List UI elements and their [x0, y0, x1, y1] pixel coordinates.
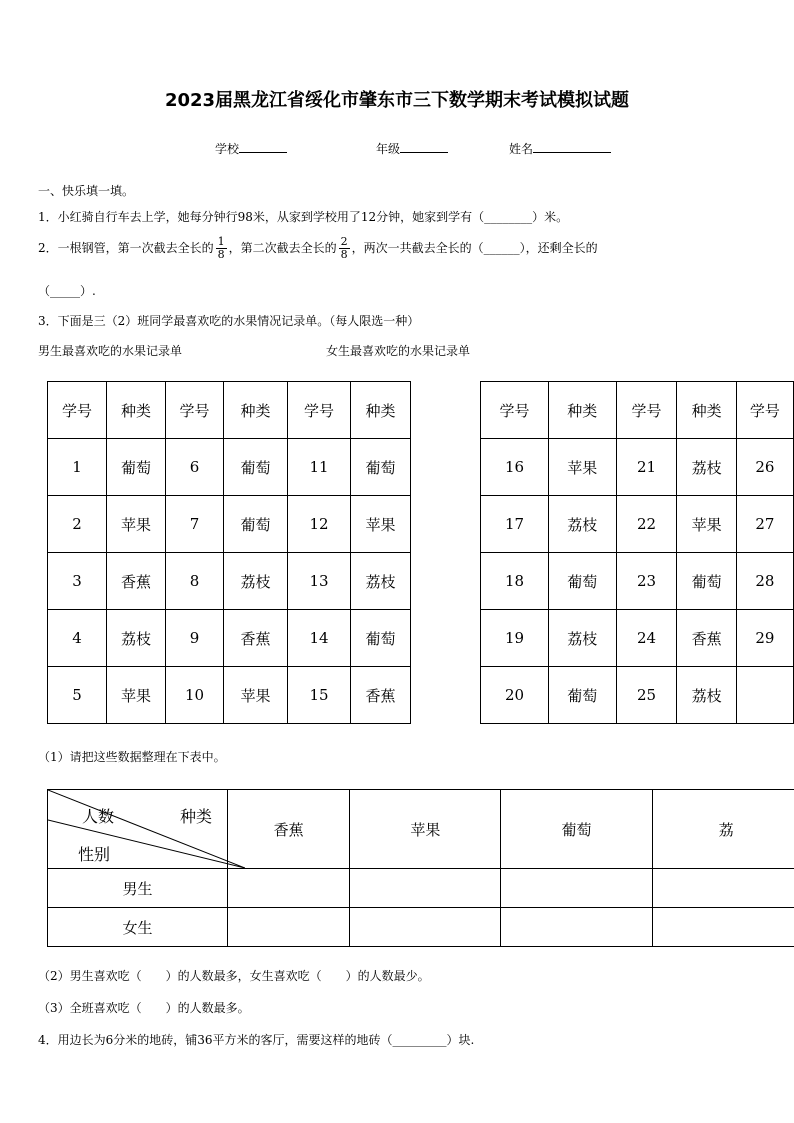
table-row	[481, 496, 794, 553]
table-cell: 13	[288, 553, 351, 610]
row-label: 男生	[48, 869, 228, 908]
table-cell: 8	[166, 553, 224, 610]
fraction-numerator: 1	[217, 235, 225, 248]
table-cell: 荔枝	[224, 553, 288, 610]
table-cell: 葡萄	[351, 610, 411, 667]
header-cell: 学号	[616, 382, 677, 439]
summary-header-row	[48, 790, 794, 869]
table-cell: 荔枝	[107, 610, 166, 667]
table-cell: 荔枝	[549, 496, 617, 553]
header-cell: 种类	[224, 382, 288, 439]
table-cell: 香蕉	[677, 610, 736, 667]
question-3: 3．下面是三（2）班同学最喜欢吃的水果情况记录单。（每人限选一种）	[38, 314, 420, 328]
table-cell: 葡萄	[224, 439, 288, 496]
table-cell: 葡萄	[107, 439, 166, 496]
table-cell: 苹果	[107, 667, 166, 724]
header-cell: 学号	[48, 382, 107, 439]
answer-cell[interactable]	[350, 908, 501, 947]
table-cell: 葡萄	[351, 439, 411, 496]
summary-row-girls	[48, 908, 794, 947]
header-cell: 种类	[351, 382, 411, 439]
answer-cell[interactable]	[350, 869, 501, 908]
table-cell: 10	[166, 667, 224, 724]
q2-text-c: ，两次一共截去全长的（______），还剩全长的	[351, 241, 598, 255]
table-cell: 9	[166, 610, 224, 667]
fruit-header: 葡萄	[501, 790, 652, 869]
table-cell: 葡萄	[224, 496, 288, 553]
table-cell: 24	[616, 610, 677, 667]
table-cell: 1	[48, 439, 107, 496]
girls-table-caption: 女生最喜欢吃的水果记录单	[326, 344, 471, 358]
answer-cell[interactable]	[652, 869, 794, 908]
table-cell: 香蕉	[107, 553, 166, 610]
answer-cell[interactable]	[227, 908, 349, 947]
q2-text-a: 2．一根钢管，第一次截去全长的	[38, 241, 214, 255]
table-cell: 荔枝	[351, 553, 411, 610]
diag-label-fruit: 种类	[180, 807, 213, 826]
page-title: 2023届黑龙江省绥化市肇东市三下数学期末考试模拟试题	[164, 90, 630, 111]
table-cell: 香蕉	[351, 667, 411, 724]
table-cell: 葡萄	[549, 667, 617, 724]
boys-table-caption: 男生最喜欢吃的水果记录单	[38, 344, 183, 358]
table-cell: 26	[736, 439, 793, 496]
table-row	[48, 553, 411, 610]
header-cell: 种类	[677, 382, 736, 439]
table-cell: 25	[616, 667, 677, 724]
grade-field	[376, 140, 448, 157]
table-cell: 5	[48, 667, 107, 724]
table-cell: 20	[481, 667, 549, 724]
boys-record-table	[47, 381, 411, 724]
grade-label: 年级	[376, 142, 401, 156]
table-cell: 28	[736, 553, 793, 610]
table-cell: 21	[616, 439, 677, 496]
fraction-1-8	[216, 236, 227, 261]
table-cell: 11	[288, 439, 351, 496]
table-cell: 荔枝	[549, 610, 617, 667]
table-cell: 16	[481, 439, 549, 496]
answer-cell[interactable]	[652, 908, 794, 947]
header-cell: 种类	[549, 382, 617, 439]
girls-record-table	[480, 381, 794, 724]
name-blank[interactable]	[533, 141, 611, 153]
question-1: 1．小红骑自行车去上学，她每分钟行98米，从家到学校用了12分钟，她家到学有（________）米。	[38, 210, 569, 224]
table-row	[48, 610, 411, 667]
diagonal-header-cell	[48, 790, 228, 869]
row-label: 女生	[48, 908, 228, 947]
table-cell: 葡萄	[677, 553, 736, 610]
name-field	[509, 140, 611, 157]
table-cell: 3	[48, 553, 107, 610]
table-header-row	[48, 382, 411, 439]
sub-question-2: （2）男生喜欢吃（ ）的人数最多，女生喜欢吃（ ）的人数最少。	[38, 969, 430, 983]
table-cell: 17	[481, 496, 549, 553]
table-cell: 荔枝	[677, 439, 736, 496]
fraction-denominator: 8	[217, 248, 225, 261]
answer-cell[interactable]	[501, 908, 652, 947]
fraction-numerator: 2	[340, 235, 348, 248]
question-4: 4．用边长为6分米的地砖，铺36平方米的客厅，需要这样的地砖（_________）块.	[38, 1033, 475, 1047]
answer-cell[interactable]	[227, 869, 349, 908]
table-row	[481, 667, 794, 724]
table-cell: 苹果	[107, 496, 166, 553]
table-row	[481, 553, 794, 610]
table-cell: 4	[48, 610, 107, 667]
answer-cell[interactable]	[501, 869, 652, 908]
table-cell: 14	[288, 610, 351, 667]
table-header-row	[481, 382, 794, 439]
table-row	[48, 496, 411, 553]
summary-row-boys	[48, 869, 794, 908]
table-cell: 29	[736, 610, 793, 667]
fruit-header: 荔	[652, 790, 794, 869]
diag-label-gender: 性别	[78, 845, 111, 864]
table-row	[481, 439, 794, 496]
table-cell: 苹果	[549, 439, 617, 496]
header-cell: 学号	[166, 382, 224, 439]
table-row	[481, 610, 794, 667]
table-cell: 22	[616, 496, 677, 553]
header-cell: 学号	[288, 382, 351, 439]
fraction-denominator: 8	[340, 248, 348, 261]
table-cell: 6	[166, 439, 224, 496]
table-cell: 苹果	[224, 667, 288, 724]
header-cell: 学号	[481, 382, 549, 439]
header-cell: 学号	[736, 382, 793, 439]
table-cell: 12	[288, 496, 351, 553]
school-label: 学校	[215, 142, 240, 156]
fruit-header: 苹果	[350, 790, 501, 869]
question-2-continued: （_____）.	[38, 284, 96, 298]
school-field	[215, 140, 287, 157]
summary-table	[47, 789, 794, 947]
diag-label-count: 人数	[82, 807, 115, 826]
table-cell: 19	[481, 610, 549, 667]
table-cell	[736, 667, 793, 724]
school-blank[interactable]	[239, 141, 287, 153]
table-row	[48, 439, 411, 496]
table-cell: 葡萄	[549, 553, 617, 610]
table-cell: 苹果	[677, 496, 736, 553]
table-cell: 27	[736, 496, 793, 553]
section-heading: 一、快乐填一填。	[38, 184, 135, 198]
fraction-2-8	[339, 236, 350, 261]
table-cell: 15	[288, 667, 351, 724]
table-cell: 7	[166, 496, 224, 553]
table-cell: 18	[481, 553, 549, 610]
table-row	[48, 667, 411, 724]
table-cell: 2	[48, 496, 107, 553]
table-cell: 苹果	[351, 496, 411, 553]
sub-question-1: （1）请把这些数据整理在下表中。	[38, 750, 226, 764]
sub-question-3: （3）全班喜欢吃（ ）的人数最多。	[38, 1001, 250, 1015]
table-cell: 香蕉	[224, 610, 288, 667]
name-label: 姓名	[509, 142, 534, 156]
question-2	[38, 236, 598, 261]
fruit-header: 香蕉	[227, 790, 349, 869]
table-cell: 23	[616, 553, 677, 610]
grade-blank[interactable]	[400, 141, 448, 153]
q2-text-b: ，第二次截去全长的	[228, 241, 337, 255]
table-cell: 荔枝	[677, 667, 736, 724]
header-cell: 种类	[107, 382, 166, 439]
